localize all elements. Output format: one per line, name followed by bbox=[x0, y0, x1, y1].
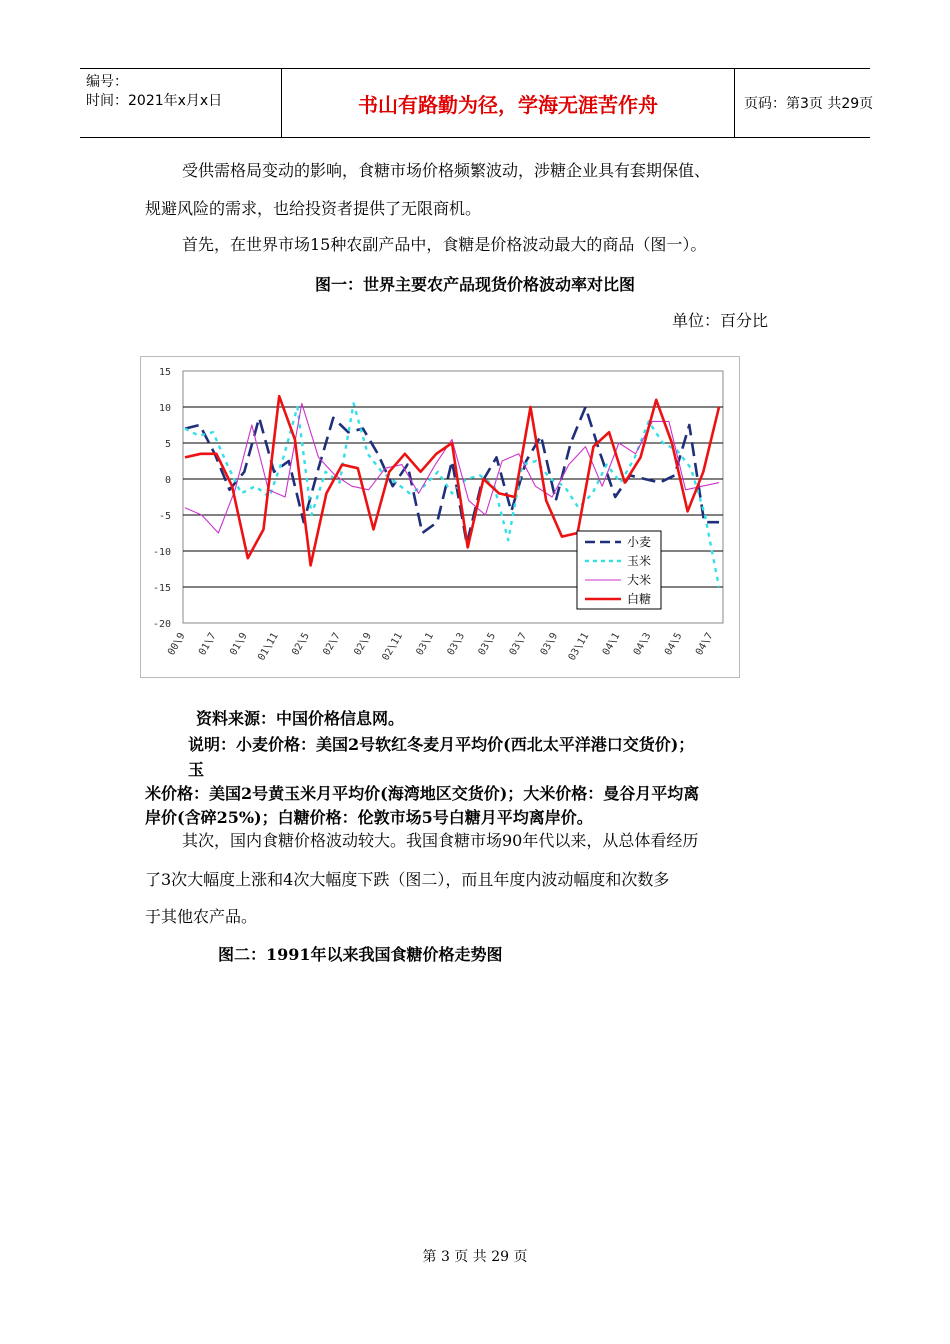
page-header bbox=[80, 68, 874, 138]
x-tick-label: 02\5 bbox=[290, 631, 312, 658]
paragraph-1-line-1: 受供需格局变动的影响，食糖市场价格频繁波动，涉糖企业具有套期保值、 bbox=[182, 161, 711, 180]
x-tick-label: 02\11 bbox=[380, 631, 405, 663]
x-tick-label: 03\7 bbox=[507, 631, 530, 658]
x-tick-label: 01\7 bbox=[197, 631, 219, 658]
x-tick-label: 03\11 bbox=[566, 631, 592, 663]
legend-label: 玉米 bbox=[627, 554, 652, 568]
legend-label: 大米 bbox=[627, 573, 652, 587]
x-tick-label: 00\9 bbox=[166, 631, 188, 658]
x-tick-label: 03\3 bbox=[445, 631, 468, 658]
y-tick-label: -5 bbox=[158, 511, 171, 522]
y-tick-label: 15 bbox=[158, 367, 171, 378]
legend-label: 白糖 bbox=[627, 592, 652, 606]
y-tick-label: -10 bbox=[152, 547, 171, 558]
x-tick-label: 04\7 bbox=[693, 631, 716, 658]
header-page-label: 页码：第3页 共29页 bbox=[744, 96, 874, 112]
y-tick-label: -20 bbox=[152, 619, 171, 630]
chart-svg bbox=[141, 357, 741, 679]
figure-1-unit: 单位：百分比 bbox=[672, 311, 769, 330]
paragraph-3-line-2: 了3次大幅度上涨和4次大幅度下跌（图二），而且年度内波动幅度和次数多 bbox=[145, 870, 670, 889]
y-tick-label: -15 bbox=[152, 583, 171, 594]
x-tick-label: 02\7 bbox=[321, 631, 343, 658]
y-tick-label: 0 bbox=[164, 475, 171, 486]
header-number: 编号： bbox=[86, 74, 128, 90]
x-tick-label: 03\5 bbox=[476, 631, 499, 658]
figure-1-source: 资料来源：中国价格信息网。 bbox=[196, 709, 405, 728]
figure-1-note-line-1b: 玉 bbox=[188, 760, 205, 779]
x-tick-label: 03\1 bbox=[414, 631, 437, 658]
paragraph-3-line-3: 于其他农产品。 bbox=[145, 907, 258, 926]
x-tick-label: 01\11 bbox=[256, 631, 281, 663]
y-tick-label: 10 bbox=[158, 403, 171, 414]
x-tick-label: 04\5 bbox=[662, 631, 685, 658]
legend-label: 小麦 bbox=[627, 535, 652, 549]
figure-1-note-line-1: 说明：小麦价格：美国2号软红冬麦月平均价(西北太平洋港口交货价)； bbox=[188, 735, 695, 754]
x-tick-label: 04\3 bbox=[631, 631, 654, 658]
header-meta bbox=[80, 69, 282, 137]
y-tick-label: 5 bbox=[164, 439, 171, 450]
header-date: 时间：2021年x月x日 bbox=[86, 93, 223, 109]
header-motto: 书山有路勤为径，学海无涯苦作舟 bbox=[282, 69, 735, 137]
figure-1-note-line-3: 岸价(含碎25%)；白糖价格：伦敦市场5号白糖月平均离岸价。 bbox=[145, 808, 593, 827]
figure-1-chart bbox=[140, 356, 740, 678]
figure-2-title: 图二：1991年以来我国食糖价格走势图 bbox=[218, 945, 503, 964]
paragraph-2: 首先，在世界市场15种农副产品中，食糖是价格波动最大的商品（图一）。 bbox=[182, 235, 707, 254]
paragraph-1-line-2: 规避风险的需求，也给投资者提供了无限商机。 bbox=[145, 199, 482, 218]
x-tick-label: 02\9 bbox=[352, 631, 374, 658]
figure-1-title: 图一：世界主要农产品现货价格波动率对比图 bbox=[315, 275, 636, 294]
figure-1-note-line-2: 米价格：美国2号黄玉米月平均价(海湾地区交货价)；大米价格：曼谷月平均离 bbox=[145, 784, 700, 803]
x-tick-label: 04\1 bbox=[600, 631, 623, 658]
x-tick-label: 01\9 bbox=[228, 631, 250, 658]
x-tick-label: 03\9 bbox=[538, 631, 561, 658]
paragraph-3-line-1: 其次，国内食糖价格波动较大。我国食糖市场90年代以来，从总体看经历 bbox=[182, 831, 699, 850]
page-footer: 第 3 页 共 29 页 bbox=[422, 1249, 528, 1265]
